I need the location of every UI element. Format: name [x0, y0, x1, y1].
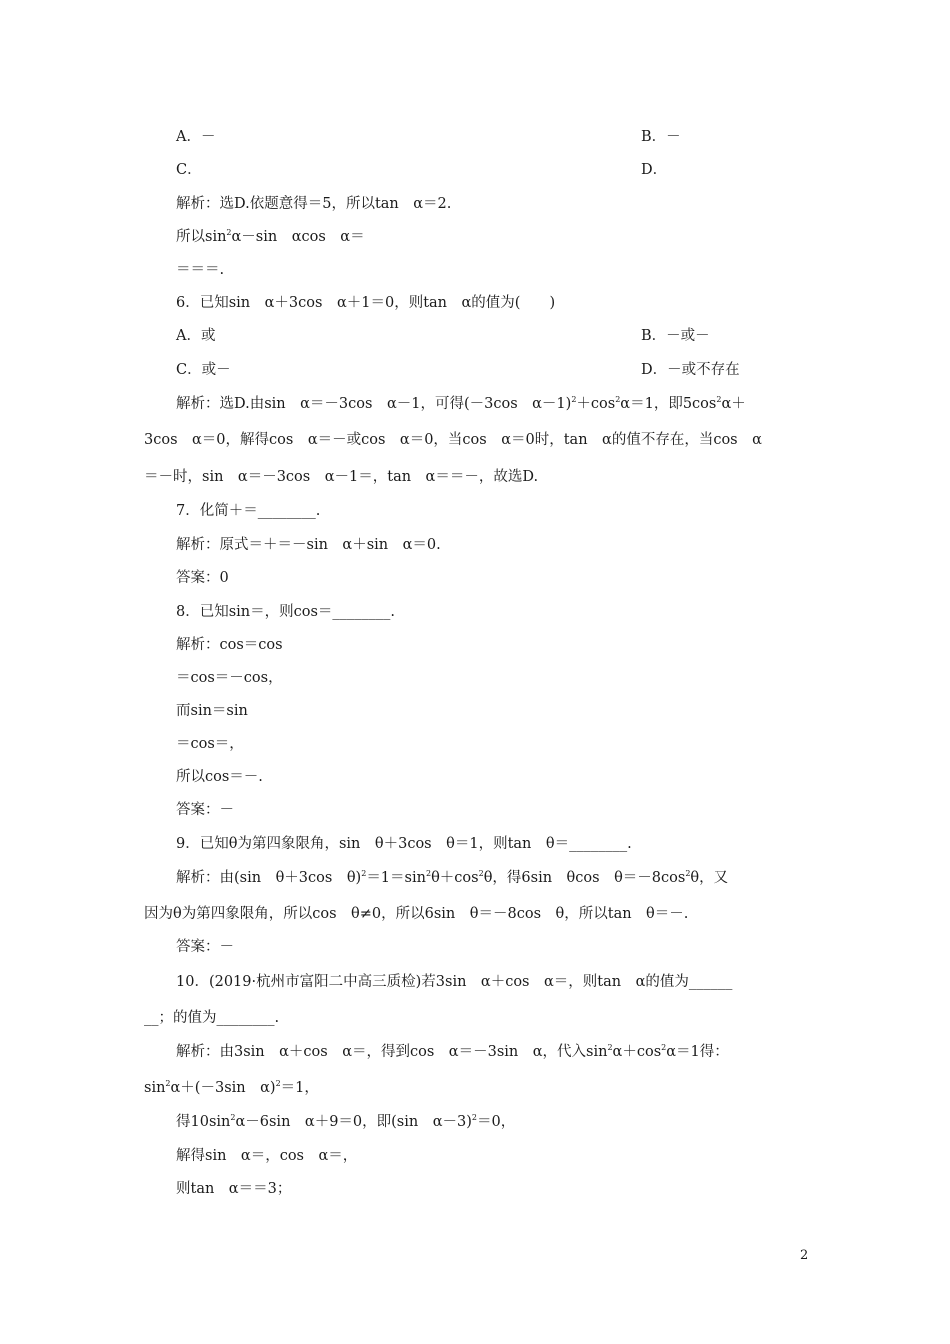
solution-line: ＝－时，sin α＝－3cos α－1＝，tan α＝＝－，故选D. [144, 469, 539, 485]
solution-line: ＝cos＝－cos， [176, 670, 283, 686]
question-8: 8．已知sin＝，则cos＝________. [176, 604, 396, 620]
option-a: A．－ [176, 129, 216, 145]
option-a: A．或 [176, 328, 216, 344]
solution-line: 解得sin α＝，cos α＝， [176, 1148, 358, 1164]
solution-line: 解析：选D.依题意得＝5，所以tan α＝2. [176, 196, 452, 212]
option-d: D．－或不存在 [641, 362, 740, 378]
solution-line: 得$10\sin^2\alpha-6\sin$ α＋9＝0，即(sin α－3)$^2$＝0， [176, 1113, 516, 1130]
solution-line: $\sin^2\alpha+(-3\sin$ α)$^2$＝1， [144, 1079, 319, 1096]
solution-line: 解析：cos＝cos [176, 637, 283, 653]
option-c: C．或－ [176, 362, 231, 378]
answer-line: 答案：－ [176, 802, 234, 818]
solution-line: ＝＝＝. [176, 262, 225, 278]
answer-line: 答案：－ [176, 939, 234, 955]
question-10: 10．(2019·杭州市富阳二中高三质检)若3sin α＋cos α＝，则tan α的值为______ [176, 974, 733, 990]
solution-line: 则tan α＝＝3； [176, 1181, 292, 1197]
page-number: 2 [800, 1248, 809, 1263]
solution-line: 所以cos＝－. [176, 769, 263, 785]
question-7: 7．化简＋＝________. [176, 503, 321, 519]
option-b: B．－或－ [641, 328, 710, 344]
solution-line: 解析：由3sin α＋cos α＝，得到cos α＝－3sin α，代入$\sin^2\alpha+\cos^2\alpha=1$得： [176, 1043, 729, 1060]
solution-line: ＝cos＝， [176, 736, 244, 752]
solution-line: 而sin＝sin [176, 703, 248, 719]
question-10-cont: __；的值为________. [144, 1010, 280, 1026]
solution-line: 解析：原式＝＋＝－sin α＋sin α＝0. [176, 537, 441, 553]
option-d: D． [641, 162, 668, 178]
solution-line: 因为θ为第四象限角，所以cos θ≠0，所以6sin θ＝－8cos θ，所以tan θ＝－. [144, 906, 689, 922]
solution-line: 解析：选D.由sin α＝－3cos α－1，可得(－3cos $\alpha-1)^2+\cos^2\alpha=1$，即$5\cos^2\alpha+$ [176, 395, 746, 412]
option-c: C． [176, 162, 202, 178]
question-6: 6．已知sin α＋3cos α＋1＝0，则tan α的值为( ) [176, 295, 556, 311]
solution-line: 所以$\sin^2\alpha-\sin$ αcos α＝ [176, 228, 365, 245]
option-b: B．－ [641, 129, 681, 145]
answer-line: 答案：0 [176, 570, 229, 586]
question-9: 9．已知θ为第四象限角，sin θ＋3cos θ＝1，则tan θ＝________. [176, 836, 632, 852]
solution-line: 解析：由(sin θ＋3cos $\theta)^2=1=\sin^2\theta+\cos^2\theta$，得6sin θcos $\theta=-8\cos^2\theta$，又 [176, 869, 729, 886]
solution-line: 3cos α＝0，解得cos α＝－或cos α＝0，当cos α＝0时，tan α的值不存在，当cos α [144, 432, 762, 448]
